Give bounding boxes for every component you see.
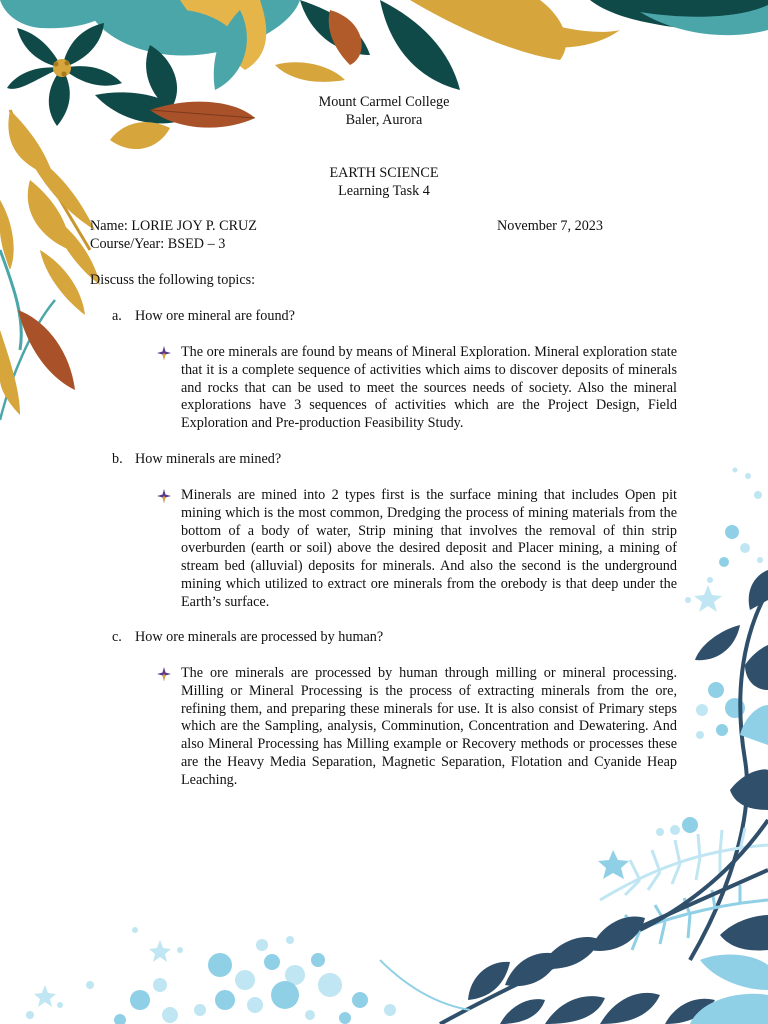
four-point-star-bullet-icon (157, 346, 171, 360)
task-title: Learning Task 4 (338, 183, 430, 199)
answer-c (157, 665, 677, 790)
question-letter: c. (112, 629, 122, 645)
question-text: How ore minerals are processed by human? (135, 629, 384, 645)
answer-text: The ore minerals are found by means of Mineral Exploration. Mineral exploration state that it is a complete sequence of activities which aims to discover deposits of minerals and rocks that can be used to meet the sources needs of society. Also the mineral explorations have 3 sequences of activities which are the Project Design, Field Exploration and Pre-production Feasibility Study. (181, 344, 677, 432)
question-letter: a. (112, 308, 122, 324)
four-point-star-bullet-icon (157, 489, 171, 503)
student-name: Name: LORIE JOY P. CRUZ (90, 218, 257, 234)
answer-b (157, 487, 677, 612)
answer-text: The ore minerals are processed by human through milling or mineral processing. Milling or Mineral Processing is the process of extracting minerals from the ore, refining them, and preparing these minerals for use. It is also consist of Primary steps which are the Sampling, analysis, Comminution, Concentration and Dewatering. And also Mineral Processing has Milling example or Recovery methods or processes these are the Heavy Media Separation, Magnetic Separation, Flotation and Cyanide Heap Leaching. (181, 665, 677, 788)
school-name: Mount Carmel College (318, 94, 450, 110)
question-b (112, 451, 281, 469)
course-year: Course/Year: BSED – 3 (90, 236, 226, 252)
instructions: Discuss the following topics: (90, 272, 256, 288)
question-letter: b. (112, 451, 123, 467)
submission-date: November 7, 2023 (497, 218, 603, 234)
question-text: How ore mineral are found? (135, 308, 295, 324)
answer-text: Minerals are mined into 2 types first is the surface mining that includes Open pit mining which is the most common, Dredging the process of mining materials from the bottom of a body of water, Strip mining that involves the removal of thin strip overburden (earth or soil) above the desired deposit and Placer mining, a mining of stream bed (alluvial) deposits for minerals. And also the second is the underground mining which utilized to extract ore minerals from the orebody is that deep under the Earth’s surface. (181, 487, 677, 610)
answer-a (157, 344, 677, 433)
four-point-star-bullet-icon (157, 667, 171, 681)
question-c (112, 629, 383, 647)
school-location: Baler, Aurora (345, 112, 423, 128)
question-a (112, 308, 295, 326)
question-text: How minerals are mined? (135, 451, 282, 467)
subject-title: EARTH SCIENCE (329, 165, 439, 181)
